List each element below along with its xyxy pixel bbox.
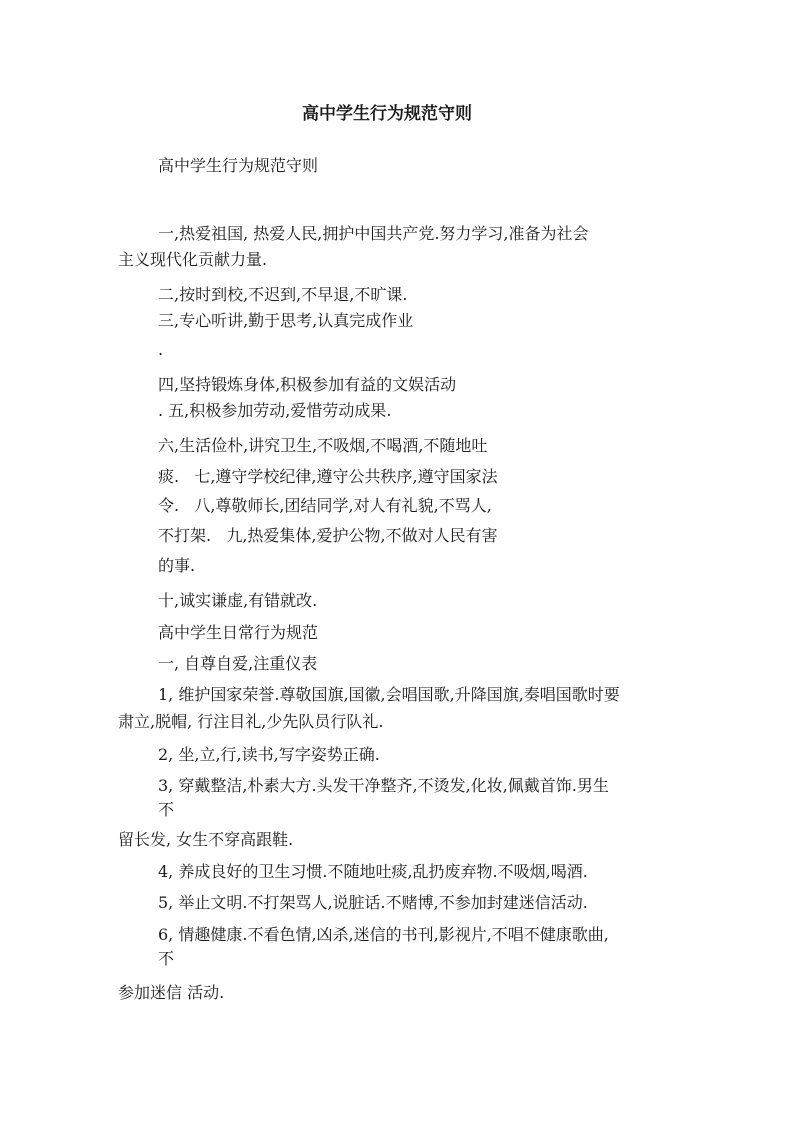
text-line: 痰. 七,遵守学校纪律,遵守公共秩序,遵守国家法	[158, 467, 498, 486]
text-line: 二,按时到校,不迟到,不早退,不旷课.	[158, 285, 408, 304]
document-subtitle: 高中学生行为规范守则	[158, 156, 319, 175]
text-line: .	[158, 340, 164, 359]
text-line: 3, 穿戴整洁,朴素大方.头发干净整齐,不烫发,化妆,佩戴首饰.男生	[158, 776, 609, 795]
text-line: 一, 自尊自爱,注重仪表	[158, 654, 318, 673]
text-line: 令. 八,尊敬师长,团结同学,对人有礼貌,不骂人,	[158, 496, 492, 515]
text-line: . 五,积极参加劳动,爱惜劳动成果.	[158, 401, 392, 420]
text-line: 一,热爱祖国, 热爱人民,拥护中国共产党.努力学习,准备为社会	[158, 224, 589, 243]
text-line: 四,坚持锻炼身体,积极参加有益的文娱活动	[158, 375, 457, 394]
text-line: 三,专心听讲,勤于思考,认真完成作业	[158, 311, 414, 330]
text-line: 参加迷信 活动.	[118, 983, 225, 1002]
text-line: 留长发, 女生不穿高跟鞋.	[118, 830, 294, 849]
text-line: 主义现代化贡献力量.	[118, 250, 268, 269]
text-line: 的事.	[158, 556, 196, 575]
text-line: 1, 维护国家荣誉.尊敬国旗,国徽,会唱国歌,升降国旗,奏唱国歌时要	[158, 685, 620, 704]
document-title: 高中学生行为规范守则	[302, 104, 472, 124]
section-heading: 高中学生日常行为规范	[158, 623, 319, 642]
text-line: 十,诚实谦虚,有错就改.	[158, 591, 318, 610]
text-line: 肃立,脱帽, 行注目礼,少先队员行队礼.	[118, 712, 384, 731]
text-line: 不	[158, 949, 175, 968]
text-line: 六,生活俭朴,讲究卫生,不吸烟,不喝酒,不随地吐	[158, 436, 488, 455]
text-line: 不打架. 九,热爱集体,爱护公物,不做对人民有害	[158, 526, 498, 545]
text-line: 4, 养成良好的卫生习惯.不随地吐痰,乱扔废弃物.不吸烟,喝酒.	[158, 862, 588, 881]
text-line: 2, 坐,立,行,读书,写字姿势正确.	[158, 745, 380, 764]
text-line: 不	[158, 800, 175, 819]
text-line: 5, 举止文明.不打架骂人,说脏话.不赌博,不参加封建迷信活动.	[158, 893, 588, 912]
text-line: 6, 情趣健康.不看色情,凶杀,迷信的书刊,影视片,不唱不健康歌曲,	[158, 925, 609, 944]
